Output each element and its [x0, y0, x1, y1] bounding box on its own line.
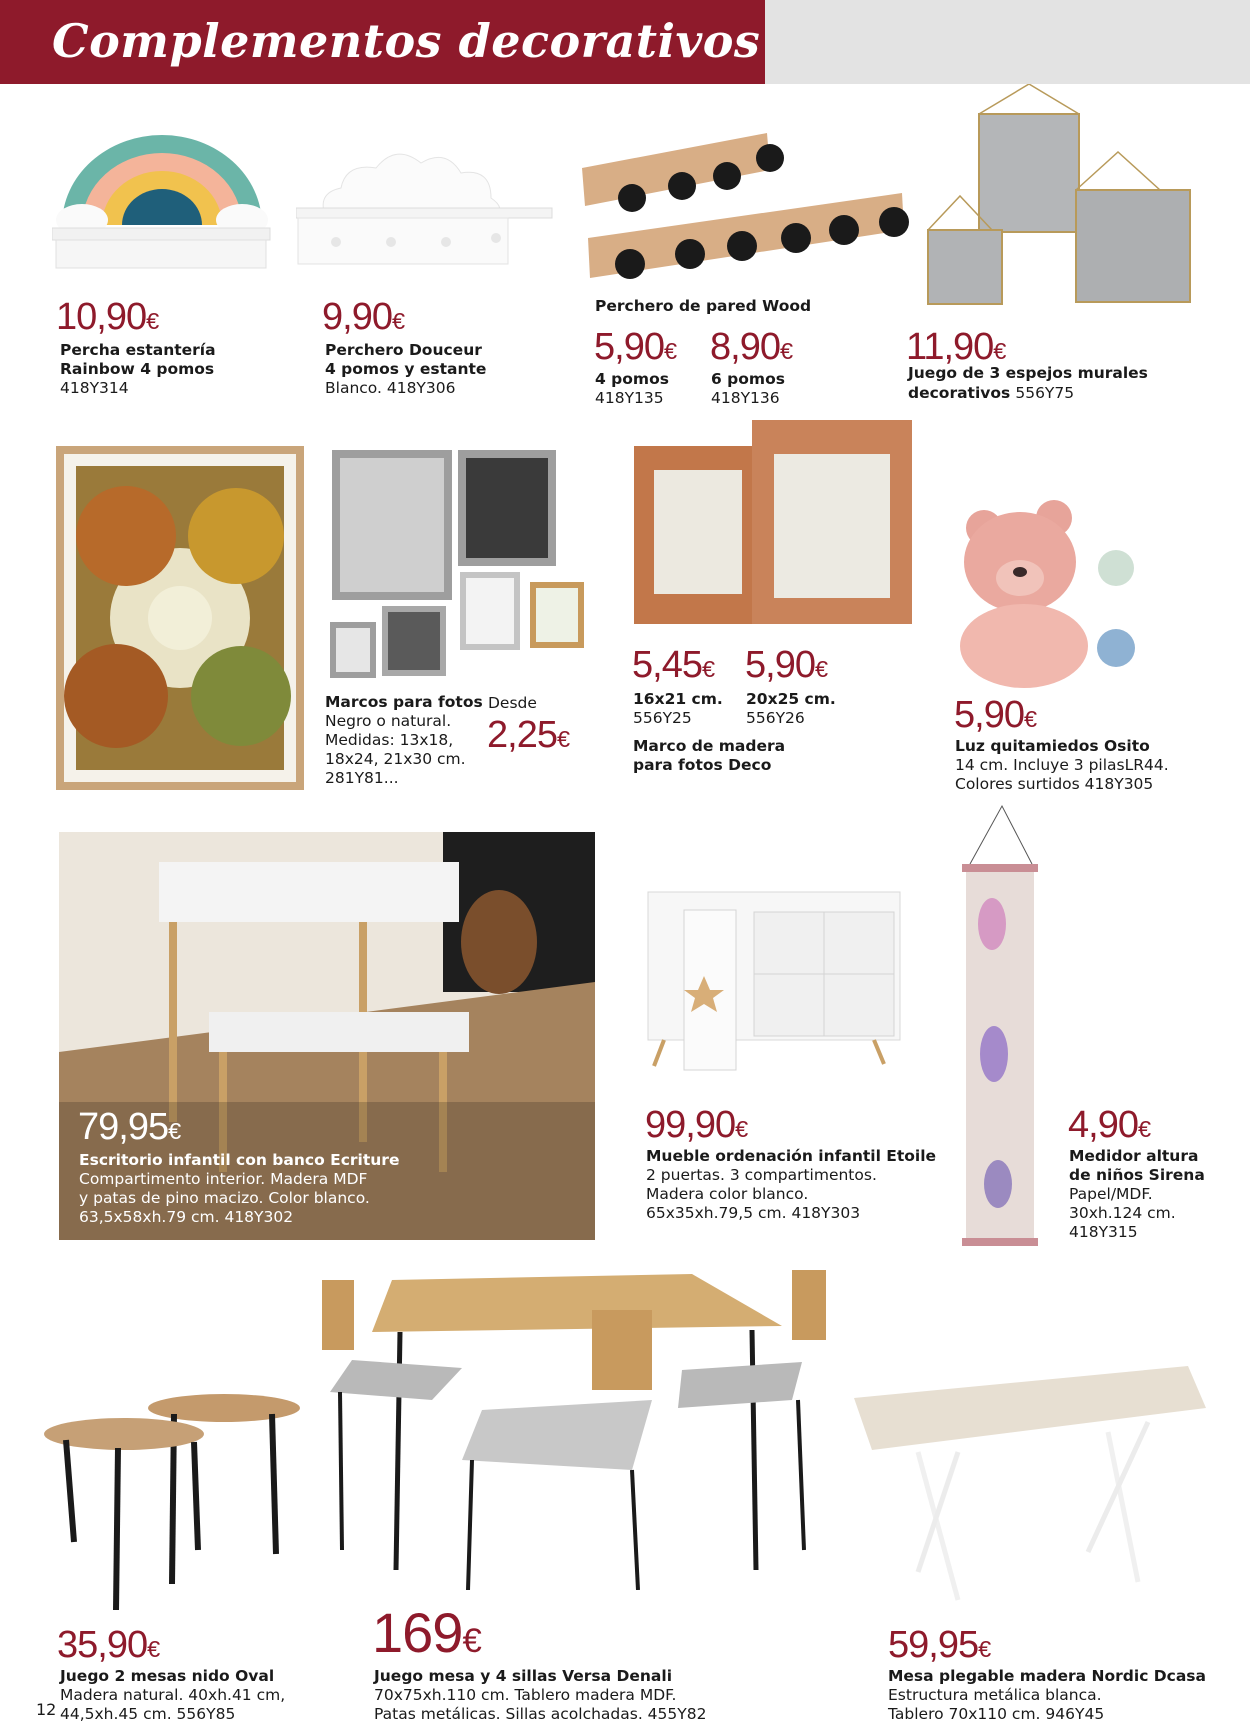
wood-v2-price: 8,90€ — [710, 326, 794, 368]
page-number: 12 — [36, 1700, 57, 1719]
mirrors-info — [908, 364, 1228, 403]
frames-info: Marcos para fotos Negro o natural. Medidas: 13x18, 18x24, 21x30 cm. 281Y81... — [325, 693, 483, 787]
wood-title: Perchero de pared Wood — [595, 297, 812, 315]
deco-v2-info: 20x25 cm. 556Y26 — [746, 690, 836, 727]
denali-set-image — [312, 1250, 840, 1590]
douceur-info — [325, 341, 565, 398]
rainbow-name-line1: Percha estantería — [60, 341, 216, 359]
oval-info: Juego 2 mesas nido Oval Madera natural. 40xh.41 cm, 44,5xh.45 cm. 556Y85 — [60, 1667, 286, 1722]
frames-price: 2,25€ — [487, 714, 571, 756]
frames-from-label: Desde — [488, 694, 537, 712]
nordic-table-image — [848, 1362, 1210, 1610]
sirena-price: 4,90€ — [1068, 1104, 1152, 1146]
osito-lamp-image — [954, 498, 1154, 688]
sirena-info: Medidor altura de niños Sirena Papel/MDF. 30xh.124 cm. 418Y315 — [1069, 1147, 1205, 1241]
sirena-meter-image — [958, 804, 1042, 1250]
wood-v2-info: 6 pomos 418Y136 — [711, 370, 785, 407]
douceur-name-line1: Perchero Douceur — [325, 341, 482, 359]
etoile-cabinet-image — [644, 886, 908, 1072]
forest-frame-image — [56, 446, 304, 790]
deco-v2-price: 5,90€ — [745, 644, 829, 686]
deco-v1-info: 16x21 cm. 556Y25 — [633, 690, 723, 727]
ecriture-price: 79,95€ — [78, 1106, 182, 1148]
deco-frames-image — [632, 420, 914, 630]
douceur-name-line2: 4 pomos y estante — [325, 360, 487, 378]
rainbow-name-line2: Rainbow 4 pomos — [60, 360, 215, 378]
rainbow-ref: 418Y314 — [60, 379, 129, 397]
page-title: Complementos decorativos — [52, 14, 761, 68]
deco-v1-price: 5,45€ — [632, 644, 716, 686]
osito-info: Luz quitamiedos Osito 14 cm. Incluye 3 pilasLR44. Colores surtidos 418Y305 — [955, 737, 1169, 793]
mirrors-price: 11,90€ — [906, 326, 1007, 368]
ecriture-info: Escritorio infantil con banco Ecriture Compartimento interior. Madera MDF y patas de pino macizo. Color blanco. 63,5x58xh.79 cm. 418Y302 — [79, 1151, 400, 1226]
oval-tables-image — [44, 1394, 300, 1614]
nordic-price: 59,95€ — [888, 1624, 992, 1666]
oval-price: 35,90€ — [57, 1624, 161, 1666]
deco-frame-name: Marco de madera para fotos Deco — [633, 737, 786, 774]
rainbow-shelf-image — [52, 130, 272, 270]
douceur-shelf-image — [296, 138, 554, 268]
etoile-price: 99,90€ — [645, 1104, 749, 1146]
mirrors-name-line1: Juego de 3 espejos murales — [908, 364, 1148, 382]
wood-v1-info: 4 pomos 418Y135 — [595, 370, 669, 407]
rainbow-info — [60, 341, 290, 398]
rainbow-price: 10,90€ — [56, 296, 160, 338]
denali-info: Juego mesa y 4 sillas Versa Denali 70x75xh.110 cm. Tablero madera MDF. Patas metálicas. Sillas acolchadas. 455Y82 — [374, 1667, 707, 1722]
header-accent — [765, 0, 1250, 84]
douceur-desc: Blanco. 418Y306 — [325, 379, 456, 397]
nordic-info: Mesa plegable madera Nordic Dcasa Estructura metálica blanca. Tablero 70x110 cm. 946Y45 — [888, 1667, 1206, 1722]
denali-price: 169€ — [372, 1601, 482, 1664]
osito-price: 5,90€ — [954, 694, 1038, 736]
wood-v1-price: 5,90€ — [594, 326, 678, 368]
mirrors-image — [924, 84, 1194, 310]
douceur-price: 9,90€ — [322, 296, 406, 338]
etoile-info: Mueble ordenación infantil Etoile 2 puertas. 3 compartimentos. Madera color blanco. 65x35xh.79,5 cm. 418Y303 — [646, 1147, 937, 1222]
mirrors-name-line2: decorativos — [908, 384, 1011, 402]
mirrors-ref: 556Y75 — [1015, 384, 1075, 402]
wood-coat-rack-image — [582, 128, 912, 288]
frames-set-image — [330, 446, 586, 680]
